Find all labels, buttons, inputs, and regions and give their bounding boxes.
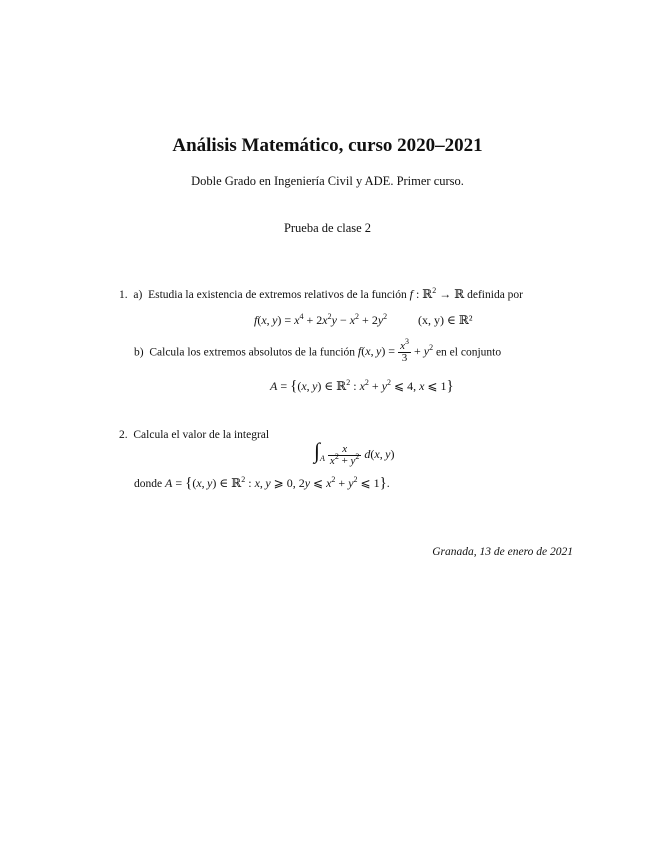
problem-2-line — [119, 428, 269, 442]
integral-expression: $\int_A$ $\frac{x}{x^2 + y^2}$ d(x, y) — [314, 438, 395, 467]
date-signature: Granada, 13 de enero de 2021 — [432, 546, 573, 558]
function-signature: f : ℝ$^2$ → ℝ — [409, 286, 465, 301]
part-a-label: a) — [133, 289, 143, 301]
function-a-domain: (x, y) ∈ ℝ² — [418, 313, 473, 327]
part-b-label: b) — [134, 346, 144, 359]
course-subtitle: Doble Grado en Ingeniería Civil y ADE. Primer curso. — [191, 174, 464, 188]
part-a-text: Estudia la existencia de extremos relativos de la función — [148, 289, 407, 301]
page-title: Análisis Matemático, curso 2020–2021 — [172, 135, 483, 156]
problem-1-line-a — [119, 287, 523, 302]
part-b-suffix: en el conjunto — [435, 346, 502, 359]
integral-sign: ∫ — [314, 438, 321, 463]
part-a-suffix: definida por — [467, 289, 524, 301]
set-a2-definition: A = {(x, y) ∈ ℝ$^2$ : x, y ⩾ 0, 2y ⩽ $x^2 + y^2$ ⩽ 1}. — [164, 475, 390, 491]
integrand-fraction: $\frac{x}{x^2 + y^2}$ — [329, 442, 360, 467]
function-a-equation: f(x, $y) = x^4 + 2x^2y - x^2 + 2y^2$ — [254, 312, 388, 327]
problem-2-number: 2. — [119, 429, 128, 441]
problem-2-domain — [134, 476, 390, 491]
function-b-equation: f(x, y) = $\frac{x^3}{3}$ + $y^2$ — [357, 337, 434, 364]
part-b-text: Calcula los extremos absolutos de la función — [149, 346, 356, 359]
where-label: donde — [134, 478, 163, 490]
problem-1-line-b — [134, 337, 502, 364]
fraction-x3-over-3: $\frac{x^3}{3}$ — [400, 337, 409, 364]
problem-1-number: 1. — [119, 289, 128, 301]
test-label: Prueba de clase 2 — [283, 221, 372, 235]
set-a-definition: A = {(x, y) ∈ ℝ$^2$ : $x^2 + y^2$ ⩽ 4, x ⩽ 1} — [270, 378, 454, 394]
problem-2-text: Calcula el valor de la integral — [133, 429, 270, 441]
